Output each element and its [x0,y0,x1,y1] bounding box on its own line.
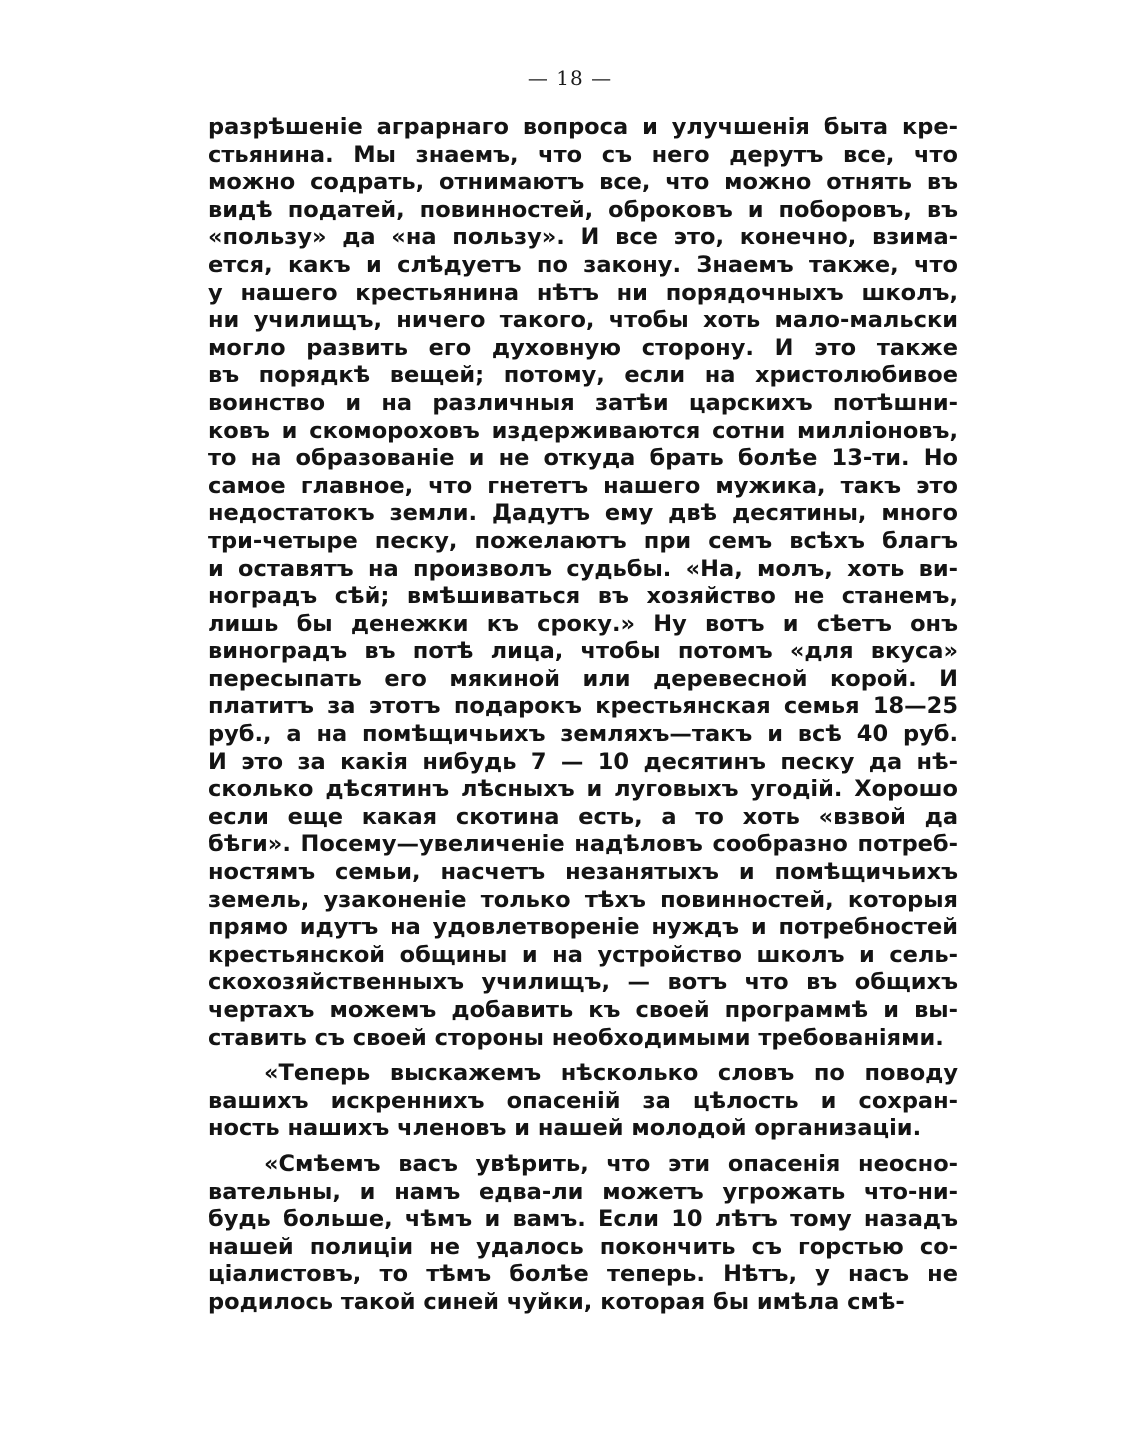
text-line: «пользу» да «на пользу». И все это, конечно, взима- [208,224,958,251]
text-line: три-четыре песку, пожелаютъ при семъ всѣхъ благъ [208,527,958,554]
text-line: платитъ за этотъ подарокъ крестьянская семья 18—25 [208,693,958,720]
text-line: скохозяйственныхъ училищъ, — вотъ что въ общихъ [208,969,958,996]
text-line: у нашего крестьянина нѣтъ ни порядочныхъ школъ, [208,279,958,306]
text-line: ноградъ сѣй; вмѣшиваться въ хозяйство не станемъ, [208,583,958,610]
text-line: «Теперь выскажемъ нѣсколько словъ по поводу [264,1060,958,1087]
text-line: недостатокъ земли. Дадутъ ему двѣ десятины, много [208,500,958,527]
text-line: «Смѣемъ васъ увѣрить, что эти опасенія неосно- [264,1150,958,1177]
text-line: воинство и на различныя затѣи царскихъ потѣшни- [208,389,958,416]
text-line: бѣги». Посему—увеличеніе надѣловъ сообразно потреб- [208,831,958,858]
paragraph [208,1151,958,1317]
text-line: вашихъ искреннихъ опасеній за цѣлость и сохран- [208,1087,958,1114]
text-line: ціалистовъ, то тѣмъ болѣе теперь. Нѣтъ, у насъ не [208,1261,958,1288]
text-line: можно содрать, отнимаютъ все, что можно отнять въ [208,169,958,196]
text-line: ностямъ семьи, насчетъ незанятыхъ и помѣщичьихъ [208,859,958,886]
text-line: то на образованіе и не откуда брать болѣе 13-ти. Но [208,445,958,472]
text-line: лишь бы денежки къ сроку.» Ну вотъ и сѣетъ онъ [208,610,958,637]
text-line: И это за какія нибудь 7 — 10 десятинъ песку да нѣ- [208,748,958,775]
text-line: вательны, и намъ едва-ли можетъ угрожать что-ни- [208,1178,958,1205]
text-line: ставить съ своей стороны необходимыми требованіями. [208,1024,944,1051]
text-line: виноградъ въ потѣ лица, чтобы потомъ «для вкуса» [208,638,958,665]
text-line: если еще какая скотина есть, а то хоть «взвой да [208,803,958,830]
text-line: земель, узаконеніе только тѣхъ повинностей, которыя [208,886,958,913]
text-line: въ порядкѣ вещей; потому, если на христолюбивое [208,362,958,389]
text-line: ность нашихъ членовъ и нашей молодой организаціи. [208,1115,922,1142]
text-line: будь больше, чѣмъ и вамъ. Если 10 лѣтъ тому назадъ [208,1206,958,1233]
text-line: ни училищъ, ничего такого, чтобы хоть мало-мальски [208,307,958,334]
text-line: могло развить его духовную сторону. И это также [208,334,958,361]
text-line: чертахъ можемъ добавить къ своей программѣ и вы- [208,997,958,1023]
text-line: самое главное, что гнететъ нашего мужика, такъ это [208,472,958,499]
page-number: — 18 — [527,66,613,90]
text-line: нашей полиціи не удалось покончить съ горстью со- [208,1233,958,1260]
text-line: и оставятъ на произволъ судьбы. «На, молъ, хоть ви- [208,555,958,582]
text-line: прямо идутъ на удовлетвореніе нуждъ и потребностей [208,914,958,941]
text-line: пересыпать его мякиной или деревесной корой. И [208,665,958,692]
text-line: крестьянской общины и на устройство школъ и сель- [208,941,958,968]
text-line: сколько дѣсятинъ лѣсныхъ и луговыхъ угодій. Хорошо [208,776,958,803]
text-line: руб., а на помѣщичьихъ земляхъ—такъ и всѣ 40 руб. [208,721,958,748]
text-line: родилось такой синей чуйки, которая бы имѣла смѣ- [208,1288,905,1315]
text-line: разрѣшеніе аграрнаго вопроса и улучшенія быта кре- [208,114,958,140]
paragraph [208,114,958,1052]
text-line: ется, какъ и слѣдуетъ по закону. Знаемъ также, что [208,251,958,278]
body-text [208,114,958,1317]
text-line: стьянина. Мы знаемъ, что съ него дерутъ все, что [208,141,958,168]
paragraph [208,1060,958,1143]
text-line: видѣ податей, повинностей, оброковъ и поборовъ, въ [208,196,958,223]
text-line: ковъ и скомороховъ издерживаются сотни милліоновъ, [208,417,958,444]
